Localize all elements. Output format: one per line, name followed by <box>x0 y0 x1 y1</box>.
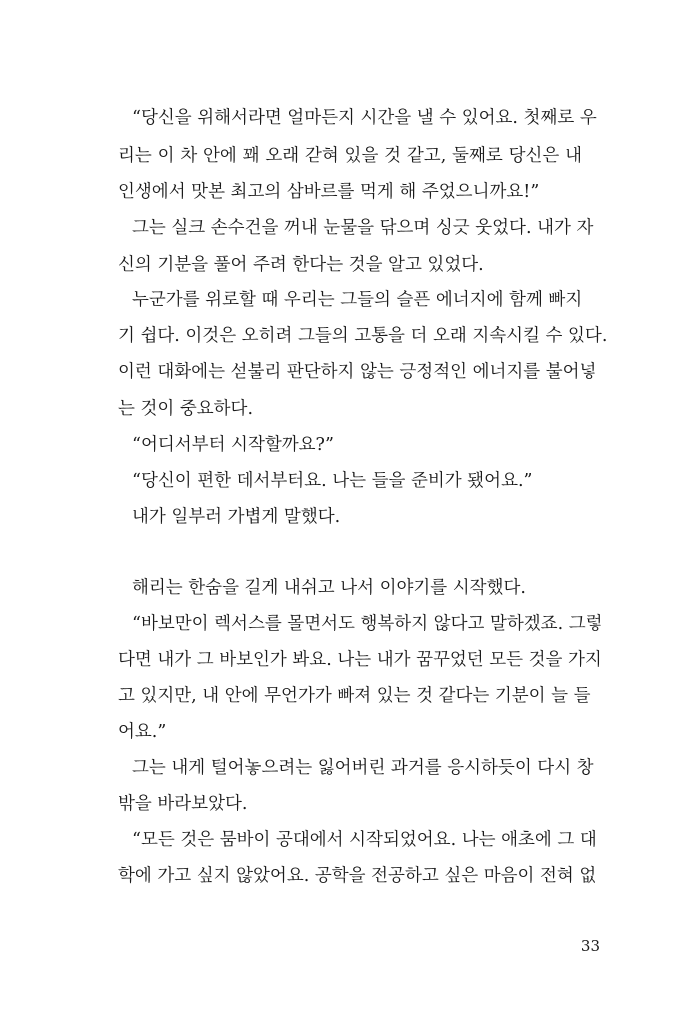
text-line: “바보만이 렉서스를 몰면서도 행복하지 않다고 말하겠죠. 그렇 <box>132 614 603 634</box>
text-line: 는 것이 중요하다. <box>118 399 254 419</box>
text-line: 고 있지만, 내 안에 무언가가 빠져 있는 것 같다는 기분이 늘 들 <box>118 686 591 706</box>
text-line: “당신이 편한 데서부터요. 나는 들을 준비가 됐어요.” <box>132 471 533 491</box>
text-line: 학에 가고 싶지 않았어요. 공학을 전공하고 싶은 마음이 전혀 없 <box>118 866 597 886</box>
text-line: 해리는 한숨을 길게 내쉬고 나서 이야기를 시작했다. <box>132 578 526 598</box>
text-line: “모든 것은 뭄바이 공대에서 시작되었어요. 나는 애초에 그 대 <box>132 830 597 850</box>
text-line: 그는 내게 털어놓으려는 잃어버린 과거를 응시하듯이 다시 창 <box>132 758 594 778</box>
text-line: 기 쉽다. 이것은 오히려 그들의 고통을 더 오래 지속시킬 수 있다. <box>118 326 608 346</box>
text-line: 내가 일부러 가볍게 말했다. <box>132 507 341 527</box>
text-line: 인생에서 맛본 최고의 삼바르를 먹게 해 주었으니까요!” <box>118 182 540 202</box>
text-line: 이런 대화에는 섣불리 판단하지 않는 긍정적인 에너지를 불어넣 <box>118 362 597 382</box>
text-line: 다면 내가 그 바보인가 봐요. 나는 내가 꿈꾸었던 모든 것을 가지 <box>118 650 602 670</box>
text-line: 밖을 바라보았다. <box>118 794 248 814</box>
text-line: “어디서부터 시작할까요?” <box>132 435 334 455</box>
text-line: 리는 이 차 안에 꽤 오래 갇혀 있을 것 같고, 둘째로 당신은 내 <box>118 146 582 166</box>
text-line: 신의 기분을 풀어 주려 한다는 것을 알고 있었다. <box>118 255 484 275</box>
page-number: 33 <box>580 937 600 955</box>
text-line: 그는 실크 손수건을 꺼내 눈물을 닦으며 싱긋 웃었다. 내가 자 <box>132 218 594 238</box>
text-line: 어요.” <box>118 722 167 742</box>
text-line: 누군가를 위로할 때 우리는 그들의 슬픈 에너지에 함께 빠지 <box>132 290 583 310</box>
text-line: “당신을 위해서라면 얼마든지 시간을 낼 수 있어요. 첫째로 우 <box>132 108 597 128</box>
